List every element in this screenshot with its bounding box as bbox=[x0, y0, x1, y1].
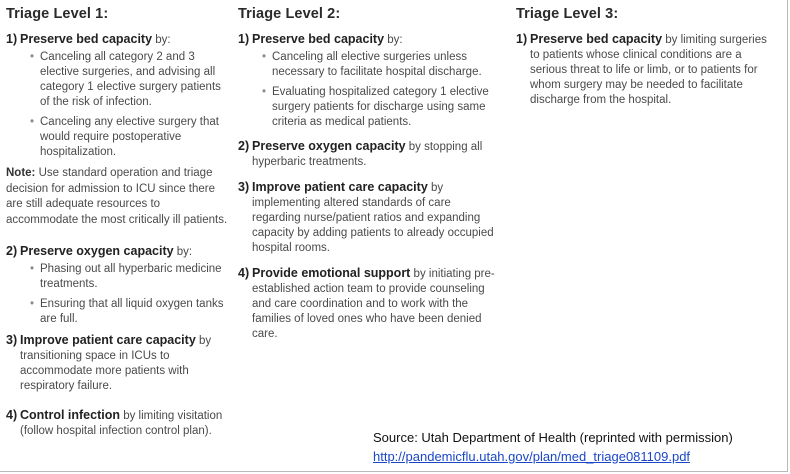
item-text: by limiting surgeries to patients whose clinical conditions are a serious threat to life or limb, or to patients for whom surgery may be needed to facilitate discharge from the hospital. bbox=[530, 34, 767, 106]
item-heading: Preserve bed capacity bbox=[20, 32, 153, 46]
item-heading: Preserve oxygen capacity bbox=[252, 139, 406, 153]
item-text: by: bbox=[384, 34, 403, 46]
item-heading: Control infection bbox=[20, 408, 120, 422]
source-link[interactable]: http://pandemicflu.utah.gov/plan/med_triage081109.pdf bbox=[373, 449, 691, 464]
bullet-icon: • bbox=[30, 298, 35, 310]
bullet-item bbox=[30, 50, 228, 110]
item-number: 1) bbox=[516, 32, 528, 46]
list-item bbox=[238, 32, 500, 130]
bullet-icon: • bbox=[262, 86, 267, 98]
bullet-text: Canceling all elective surgeries unless necessary to facilitate hospital discharge. bbox=[272, 51, 482, 78]
item-text: by transitioning space in ICUs to accommodate more patients with respiratory failure. bbox=[20, 335, 212, 392]
item-number: 2) bbox=[6, 244, 18, 258]
list-item bbox=[238, 139, 500, 170]
column-title: Triage Level 2: bbox=[238, 6, 341, 22]
item-heading: Improve patient care capacity bbox=[252, 180, 428, 194]
item-text: by initiating pre-established action team to provide counseling and care coordination and to work with the families of loved ones who have been denied care. bbox=[252, 268, 495, 340]
list-item bbox=[6, 244, 228, 327]
note-text: Use standard operation and triage decision for admission to ICU since there are still adequate resources to accommodate the most critically ill patients. bbox=[6, 167, 228, 226]
item-heading: Preserve oxygen capacity bbox=[20, 244, 174, 258]
bullet-item bbox=[30, 115, 228, 160]
item-heading: Improve patient care capacity bbox=[20, 333, 196, 347]
bullet-item bbox=[262, 85, 500, 130]
triage-level-1-column bbox=[6, 6, 228, 448]
note bbox=[6, 166, 228, 228]
item-text: by stopping all hyperbaric treatments. bbox=[252, 141, 483, 168]
bullet-icon: • bbox=[30, 51, 35, 63]
list-item bbox=[6, 32, 228, 160]
item-text: by: bbox=[152, 34, 171, 46]
bullet-item bbox=[262, 50, 500, 80]
item-text: by limiting visitation (follow hospital infection control plan). bbox=[20, 410, 223, 437]
item-text: by: bbox=[173, 246, 193, 258]
column-title: Triage Level 1: bbox=[6, 6, 109, 22]
bullet-text: Phasing out all hyperbaric medicine treatments. bbox=[40, 263, 222, 290]
item-number: 1) bbox=[238, 32, 250, 46]
item-number: 2) bbox=[238, 139, 250, 153]
item-number: 4) bbox=[6, 408, 18, 422]
item-number: 3) bbox=[238, 180, 250, 194]
item-heading: Provide emotional support bbox=[252, 266, 411, 280]
list-item bbox=[516, 32, 776, 108]
bullet-list bbox=[20, 262, 228, 327]
list-item bbox=[6, 333, 228, 394]
bullet-text: Ensuring that all liquid oxygen tanks are full. bbox=[40, 298, 224, 325]
source-citation bbox=[373, 428, 733, 466]
triage-level-2-column bbox=[238, 6, 500, 351]
list-item bbox=[238, 180, 500, 256]
item-number: 1) bbox=[6, 32, 18, 46]
bullet-icon: • bbox=[262, 51, 267, 63]
source-text: Source: Utah Department of Health (reprinted with permission) bbox=[373, 430, 733, 445]
bullet-list bbox=[252, 50, 500, 130]
bullet-item bbox=[30, 262, 228, 292]
item-number: 4) bbox=[238, 266, 250, 280]
item-text: by implementing altered standards of care regarding nurse/patient ratios and expanding capacity by adding patients to already occupied hospital rooms. bbox=[252, 182, 494, 254]
column-title: Triage Level 3: bbox=[516, 6, 619, 22]
note-label: Note: bbox=[6, 167, 36, 179]
item-heading: Preserve bed capacity bbox=[252, 32, 385, 46]
list-item bbox=[6, 408, 228, 439]
bullet-list bbox=[20, 50, 228, 160]
item-number: 3) bbox=[6, 333, 18, 347]
bullet-item bbox=[30, 297, 228, 327]
triage-level-3-column bbox=[516, 6, 776, 117]
bullet-text: Canceling all category 2 and 3 elective surgeries, and advising all category 1 elective surgery patients of the risk of infection. bbox=[40, 51, 221, 108]
bullet-text: Evaluating hospitalized category 1 elective surgery patients for discharge using same criteria as medical patients. bbox=[272, 86, 489, 128]
list-item bbox=[238, 266, 500, 342]
bullet-text: Canceling any elective surgery that would require postoperative hospitalization. bbox=[40, 116, 219, 158]
item-heading: Preserve bed capacity bbox=[530, 32, 663, 46]
bullet-icon: • bbox=[30, 263, 35, 275]
bullet-icon: • bbox=[30, 116, 35, 128]
